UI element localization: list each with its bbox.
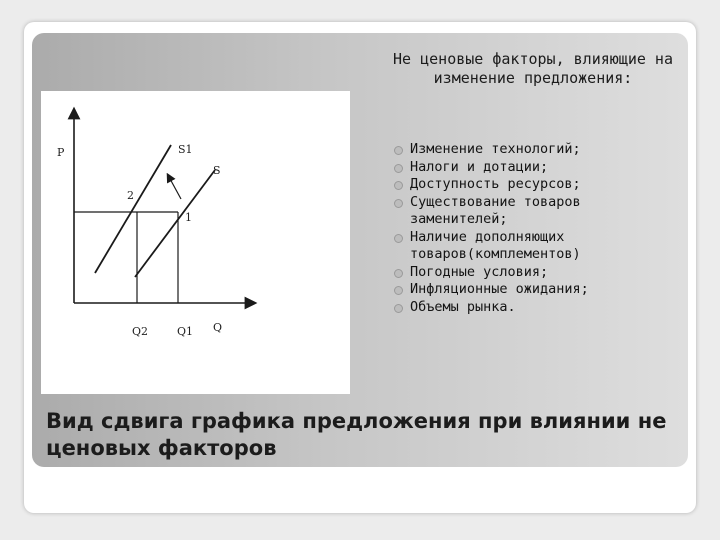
list-item	[392, 176, 682, 194]
list-item-text: Погодные условия;	[410, 263, 549, 280]
list-item-text: Налоги и дотации;	[410, 158, 549, 175]
list-item	[392, 264, 682, 282]
list-item-text: Объемы рынка.	[410, 298, 516, 315]
s1-label: S1	[178, 143, 193, 156]
list-item	[392, 159, 682, 177]
bullet-icon	[394, 286, 403, 295]
list-item-text: Изменение технологий;	[410, 141, 581, 157]
supply-curve-s1	[95, 145, 171, 273]
bullet-icon	[394, 304, 403, 313]
list-item-text: Существование товаров заменителей;	[410, 193, 581, 227]
slide-heading: Не ценовые факторы, влияющие на изменение предложения:	[393, 50, 673, 87]
bullet-icon	[394, 234, 403, 243]
list-item	[392, 281, 682, 299]
bullet-icon	[394, 181, 403, 190]
point-1-label: 1	[185, 211, 192, 224]
shift-arrow	[169, 177, 181, 199]
bullet-icon	[394, 269, 403, 278]
price-axis-label: P	[57, 146, 65, 159]
s-label: S	[213, 164, 221, 177]
bullet-icon	[394, 199, 403, 208]
list-item-text: Наличие дополняющих товаров(комплементов)	[410, 228, 581, 262]
list-item	[392, 194, 682, 229]
list-item	[392, 299, 682, 317]
bullet-icon	[394, 164, 403, 173]
list-item-text: Инфляционные ожидания;	[410, 281, 589, 297]
factors-list	[392, 141, 682, 316]
q2-label: Q2	[132, 325, 149, 338]
supply-shift-graph	[41, 91, 350, 394]
list-item	[392, 229, 682, 264]
list-item	[392, 141, 682, 159]
q1-label: Q1	[177, 325, 194, 338]
bullet-icon	[394, 146, 403, 155]
slide-caption: Вид сдвига графика предложения при влиянии не ценовых факторов	[46, 409, 667, 460]
point-2-label: 2	[127, 189, 134, 202]
list-item-text: Доступность ресурсов;	[410, 176, 581, 192]
quantity-axis-label: Q	[213, 321, 223, 334]
